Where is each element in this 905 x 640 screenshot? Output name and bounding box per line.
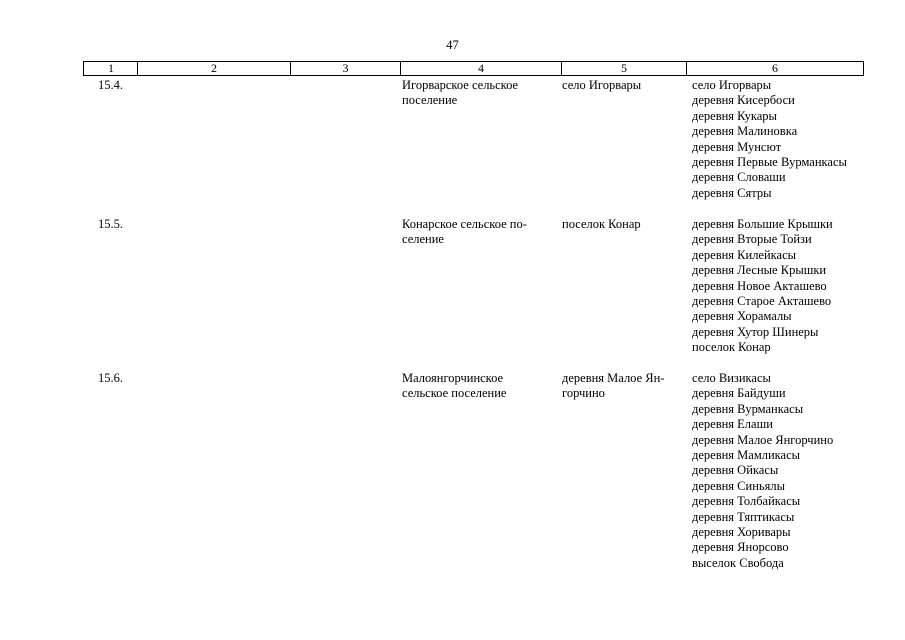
list-item: деревня Елаши xyxy=(692,417,773,432)
list-item: деревня Синьялы xyxy=(692,478,785,493)
list-item: деревня Большие Крышки xyxy=(692,217,833,231)
list-item: деревня Хоривары xyxy=(692,525,791,540)
text-line: поселок Конар xyxy=(562,217,641,231)
header-col-5: 5 xyxy=(621,61,627,75)
row-number: 15.4. xyxy=(98,78,123,92)
settlement-name xyxy=(402,217,550,248)
page-number: 47 xyxy=(446,38,459,52)
settlement-list xyxy=(692,217,892,356)
list-item: деревня Толбайкасы xyxy=(692,494,801,509)
text-line: поселение xyxy=(402,93,458,108)
list-item: село Игорвары xyxy=(692,78,772,92)
list-item: деревня Малиновка xyxy=(692,124,798,139)
header-col-2: 2 xyxy=(211,61,217,75)
list-item: деревня Байдуши xyxy=(692,386,786,401)
list-item: деревня Мунсют xyxy=(692,139,782,154)
list-item: деревня Первые Вурманкасы xyxy=(692,155,847,170)
row-number: 15.5. xyxy=(98,217,123,231)
list-item: деревня Словаши xyxy=(692,170,786,185)
list-item: деревня Хутор Шинеры xyxy=(692,324,819,339)
text-line: сельское поселение xyxy=(402,386,507,401)
text-line: Игорварское сельское xyxy=(402,78,519,92)
list-item: деревня Ойкасы xyxy=(692,463,779,478)
row-number: 15.6. xyxy=(98,371,123,385)
table-header-row xyxy=(83,61,864,76)
admin-center xyxy=(562,371,682,402)
list-item: деревня Хорамалы xyxy=(692,309,792,324)
list-item: деревня Мамликасы xyxy=(692,448,801,463)
header-col-4: 4 xyxy=(478,61,484,75)
list-item: деревня Сятры xyxy=(692,185,772,200)
list-item: деревня Кисербоси xyxy=(692,93,795,108)
list-item: поселок Конар xyxy=(692,340,771,355)
list-item: деревня Тяптикасы xyxy=(692,509,795,524)
text-line: горчино xyxy=(562,386,605,401)
admin-center xyxy=(562,78,682,93)
list-item: деревня Вурманкасы xyxy=(692,401,804,416)
admin-center xyxy=(562,217,682,232)
list-item: деревня Малое Янгорчино xyxy=(692,432,834,447)
text-line: Конарское сельское по- xyxy=(402,217,527,231)
list-item: деревня Кукары xyxy=(692,108,777,123)
list-item: деревня Вторые Тойзи xyxy=(692,232,812,247)
list-item: деревня Старое Акташево xyxy=(692,294,832,309)
header-col-6: 6 xyxy=(772,61,778,75)
list-item: село Визикасы xyxy=(692,371,771,385)
list-item: деревня Килейкасы xyxy=(692,247,797,262)
header-col-1: 1 xyxy=(108,61,114,75)
text-line: село Игорвары xyxy=(562,78,642,92)
list-item: выселок Свобода xyxy=(692,555,784,570)
settlement-name xyxy=(402,78,550,109)
settlement-list xyxy=(692,371,892,571)
settlement-list xyxy=(692,78,892,201)
list-item: деревня Лесные Крышки xyxy=(692,263,827,278)
list-item: деревня Новое Акташево xyxy=(692,278,827,293)
list-item: деревня Янорсово xyxy=(692,540,789,555)
header-col-3: 3 xyxy=(342,61,349,75)
text-line: селение xyxy=(402,232,444,247)
text-line: Малоянгорчинское xyxy=(402,371,504,385)
text-line: деревня Малое Ян- xyxy=(562,371,665,385)
settlement-name xyxy=(402,371,550,402)
